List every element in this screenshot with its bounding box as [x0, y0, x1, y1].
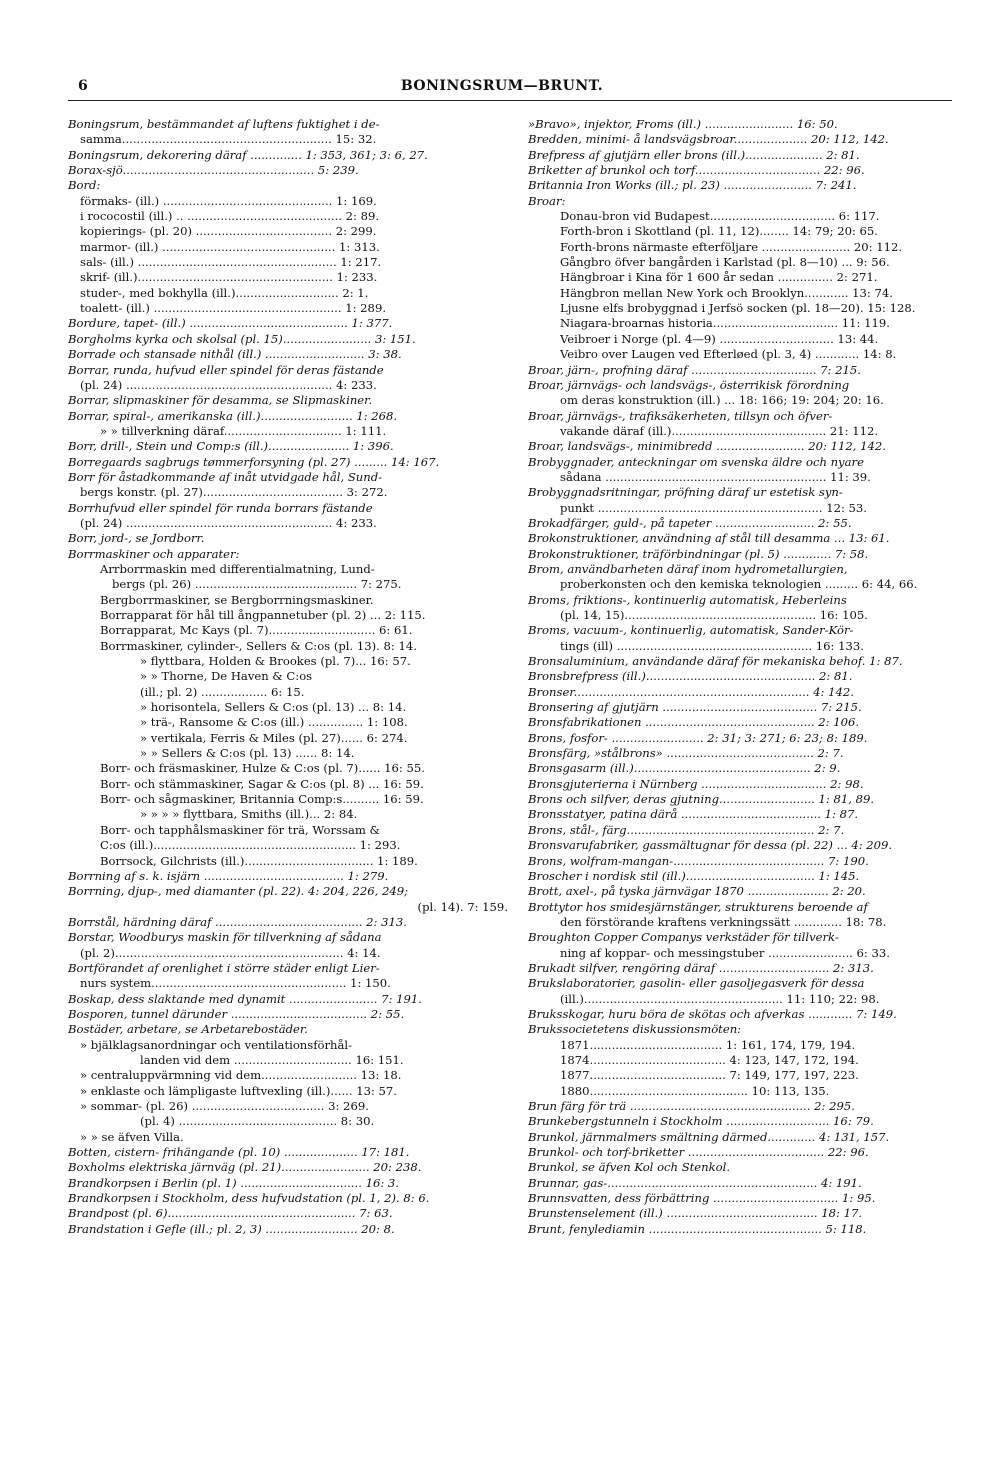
index-entry: den förstörande kraftens verkningssätt ............. 18: 78.: [560, 914, 887, 929]
index-entry: Borr- och sågmaskiner, Britannia Comp:s.......... 16: 59.: [100, 792, 424, 807]
index-entry: Brun färg för trä ................................................. 2: 295.: [528, 1099, 855, 1113]
index-entry: Bostäder, arbetare, se Arbetarebostäder.: [68, 1022, 308, 1037]
index-entry: Brons, fosfor- ......................... 2: 31; 3: 271; 6: 23; 8: 189.: [528, 730, 868, 745]
index-entry: i rococostil (ill.) .. .......................................... 2: 89.: [80, 209, 380, 224]
index-entry: (pl. 14, 15).................................................... 16: 105.: [560, 608, 868, 622]
index-entry: studer-, med bokhylla (ill.)............................ 2: 1.: [80, 285, 369, 300]
index-entry: » bjälklagsanordningar och ventilationsförhål-: [80, 1037, 353, 1052]
index-entry: förmaks- (ill.) .............................................. 1: 169.: [80, 193, 377, 208]
index-entry: vakande däraf (ill.).......................................... 21: 112.: [560, 423, 879, 438]
index-entry: Brandkorpsen i Berlin (pl. 1) ................................. 16: 3.: [68, 1175, 399, 1190]
index-entry: Brunstenselement (ill.) ......................................... 18: 17.: [528, 1206, 863, 1221]
index-entry: Brokadfärger, guld-, på tapeter ........................... 2: 55.: [528, 515, 852, 530]
index-entry: nurs system..................................................... 1: 150.: [80, 976, 391, 991]
index-entry: proberkonsten och den kemiska teknologien ......... 6: 44, 66.: [560, 577, 918, 592]
index-entry: Hängbron mellan New York och Brooklyn............ 13: 74.: [560, 285, 893, 300]
index-entry: (pl. 14). 7: 159.: [417, 899, 508, 914]
index-entry: Veibroer i Norge (pl. 4—9) ............................... 13: 44.: [560, 331, 879, 346]
index-entry: » » tillverkning däraf................................ 1: 111.: [100, 423, 387, 438]
index-entry: Broar, järnvägs- och landsvägs-, österrikisk förordning: [528, 377, 850, 392]
index-entry: Brefpress af gjutjärn eller brons (ill.)..................... 2: 81.: [528, 147, 860, 162]
index-entry: skrif- (ill.)..................................................... 1: 233.: [80, 270, 378, 285]
index-entry: Arrborrmaskin med differentialmatning, Lund-: [100, 561, 375, 576]
index-entry: Forth-bron i Skottland (pl. 11, 12)........ 14: 79; 20: 65.: [560, 224, 878, 239]
index-entry: Borgholms kyrka och skolsal (pl. 15)........................ 3: 151.: [68, 331, 416, 346]
index-entry: Broar, järn-, profning däraf .................................. 7: 215.: [528, 362, 861, 377]
index-entry: om deras konstruktion (ill.) ... 18: 166; 19: 204; 20: 16.: [560, 393, 884, 408]
page-number: 6: [78, 78, 88, 94]
index-entry: Brunkol, se äfven Kol och Stenkol.: [528, 1160, 731, 1175]
index-entry: Borr för åstadkommande af inåt utvidgade hål, Sund-: [68, 469, 383, 484]
index-entry: Brunkol, järnmalmers smältning därmed............. 4: 131, 157.: [528, 1129, 890, 1144]
index-entry: Borrmaskiner, cylinder-, Sellers & C:os (pl. 13). 8: 14.: [100, 638, 417, 653]
index-entry: Bronsering af gjutjärn .......................................... 7: 215.: [528, 700, 862, 715]
index-entry: Boningsrum, bestämmandet af luftens fuktighet i de-: [68, 117, 380, 131]
index-entry: Borregaards sagbrugs tømmerforsyning (pl. 27) ......... 14: 167.: [68, 454, 440, 469]
index-entry: Borrstål, härdning däraf ........................................ 2: 313.: [68, 914, 407, 929]
index-entry: Bord:: [68, 178, 101, 193]
index-entry: » » se äfven Villa.: [80, 1129, 184, 1144]
index-entry: Brunnsvatten, dess förbättring .................................. 1: 95.: [528, 1191, 876, 1206]
left-column: [68, 117, 508, 1237]
index-entry: Brom, användbarheten däraf inom hydrometallurgien,: [528, 561, 848, 576]
index-entry: Britannia Iron Works (ill.; pl. 23) ........................ 7: 241.: [528, 178, 857, 193]
index-entry: » » Sellers & C:os (pl. 13) ...... 8: 14.: [140, 746, 355, 761]
index-entry: kopierings- (pl. 20) ..................................... 2: 299.: [80, 224, 377, 239]
page-header: [66, 74, 938, 100]
index-entry: » » » » flyttbara, Smiths (ill.)... 2: 84.: [140, 807, 358, 822]
index-entry: Borrning, djup-, med diamanter (pl. 22). 4: 204, 226, 249;: [68, 884, 409, 899]
index-entry: Borrar, spiral-, amerikanska (ill.)......................... 1: 268.: [68, 408, 398, 423]
index-entry: » centraluppvärmning vid dem.......................... 13: 18.: [80, 1068, 402, 1083]
index-entry: bergs (pl. 26) ............................................ 7: 275.: [112, 577, 402, 592]
index-entry: Bronsstatyer, patina därå ...................................... 1: 87.: [528, 807, 859, 822]
index-entry: Brott, axel-, på tyska järnvägar 1870 ...................... 2: 20.: [528, 884, 866, 899]
index-entry: Brandstation i Gefle (ill.; pl. 2, 3) ......................... 20: 8.: [68, 1221, 395, 1236]
index-entry: Borr- och stämmaskiner, Sagar & C:os (pl. 8) ... 16: 59.: [100, 776, 424, 791]
index-entry: Brunkebergstunneln i Stockholm ............................ 16: 79.: [528, 1114, 874, 1129]
index-entry: (pl. 24) ........................................................ 4: 233.: [80, 515, 377, 530]
index-entry: Brobyggnader, anteckningar om svenska äldre och nyare: [528, 454, 864, 469]
index-entry: Broughton Copper Companys verkstäder för tillverk-: [528, 930, 839, 945]
index-entry: Brandkorpsen i Stockholm, dess hufvudstation (pl. 1, 2). 8: 6.: [68, 1191, 430, 1206]
index-entry: (pl. 2).............................................................. 4: 14.: [80, 945, 381, 960]
index-entry: Broar:: [528, 193, 566, 208]
index-entry: (pl. 4) ........................................... 8: 30.: [140, 1114, 375, 1129]
index-entry: Bronsfabrikationen .............................................. 2: 106.: [528, 715, 860, 730]
index-entry: C:os (ill.)....................................................... 1: 293.: [100, 838, 401, 853]
index-entry: Brunkol- och torf-briketter ..................................... 22: 96.: [528, 1145, 869, 1160]
index-entry: Veibro over Laugen ved Efterløed (pl. 3, 4) ............ 14: 8.: [560, 347, 897, 362]
index-entry: 1874..................................... 4: 123, 147, 172, 194.: [560, 1052, 859, 1067]
index-entry: Brobyggnadsritningar, pröfning däraf ur estetisk syn-: [528, 485, 843, 500]
index-entry: Borrning af s. k. isjärn ...................................... 1: 279.: [68, 868, 389, 883]
index-entry: Brons, stål-, färg................................................... 2: 7.: [528, 822, 845, 837]
index-entry: Niagara-broarnas historia.................................. 11: 119.: [560, 316, 890, 331]
index-entry: sals- (ill.) ...................................................... 1: 217.: [80, 255, 382, 270]
index-entry: Ljusne elfs brobyggnad i Jerfsö socken (pl. 18—20). 15: 128.: [560, 301, 916, 316]
index-entry: Borrar, runda, hufvud eller spindel för deras fästande: [68, 362, 384, 377]
index-entry: Bronsgasarm (ill.)................................................ 2: 9.: [528, 761, 841, 776]
index-entry: Brandpost (pl. 6)................................................... 7: 63.: [68, 1206, 393, 1221]
index-entry: Borr, drill-, Stein und Comp:s (ill.)...................... 1: 396.: [68, 439, 394, 454]
index-entry: Borrsock, Gilchrists (ill.)................................... 1: 189.: [100, 853, 418, 868]
index-entry: Broms, friktions-, kontinuerlig automatisk, Heberleins: [528, 592, 847, 607]
index-entry: Bronsfärg, »stålbrons» ........................................ 2: 7.: [528, 746, 844, 761]
index-entry: Borrade och stansade nithål (ill.) ........................... 3: 38.: [68, 347, 402, 362]
index-entry: Borr, jord-, se Jordborr.: [68, 531, 205, 546]
index-entry: punkt ............................................................. 12: 53.: [560, 500, 867, 515]
index-entry: ning af koppar- och messingstuber ....................... 6: 33.: [560, 945, 890, 960]
index-entry: Borax-sjö.................................................... 5: 239.: [68, 163, 359, 178]
index-entry: » flyttbara, Holden & Brookes (pl. 7)... 16: 57.: [140, 654, 411, 669]
index-entry: Borrhufvud eller spindel för runda borrars fästande: [68, 500, 373, 515]
index-entry: Borr- och tapphålsmaskiner för trä, Worssam &: [100, 822, 380, 837]
index-entry: Boskap, dess slaktande med dynamit ........................ 7: 191.: [68, 991, 422, 1006]
index-entry: Borrapparat, Mc Kays (pl. 7)............................. 6: 61.: [100, 623, 413, 638]
index-entry: » sommar- (pl. 26) .................................... 3: 269.: [80, 1099, 369, 1113]
right-column: [528, 117, 968, 1237]
index-entry: Brokonstruktioner, användning af stål till desamma ... 13: 61.: [528, 531, 890, 546]
index-entry: Broar, landsvägs-, minimibredd ........................ 20: 112, 142.: [528, 439, 886, 454]
index-entry: Bronsgjuterierna i Nürnberg .................................. 2: 98.: [528, 776, 864, 791]
index-entry: Borstar, Woodburys maskin för tillverkning af sådana: [68, 930, 382, 945]
index-entry: Bruksskogar, huru böra de skötas och afverkas ............ 7: 149.: [528, 1006, 897, 1021]
index-entry: Borrar, slipmaskiner för desamma, se Slipmaskiner.: [68, 393, 373, 408]
index-entry: » vertikala, Ferris & Miles (pl. 27)...... 6: 274.: [140, 730, 408, 745]
index-entry: samma......................................................... 15: 32.: [80, 132, 377, 147]
index-entry: Brunt, fenylediamin ............................................... 5: 118.: [528, 1221, 867, 1236]
index-entry: Bergborrmaskiner, se Bergborrningsmaskiner.: [100, 592, 374, 607]
index-entry: Boxholms elektriska järnväg (pl. 21)........................ 20: 238.: [68, 1160, 422, 1175]
index-entry: (ill.)...................................................... 11: 110; 22: 98.: [560, 991, 880, 1006]
index-entry: Brottytor hos smidesjärnstänger, strukturens beroende af: [528, 899, 868, 914]
index-entry: Brons och silfver, deras gjutning.......................... 1: 81, 89.: [528, 792, 875, 807]
index-entry: toalett- (ill.) ................................................... 1: 289.: [80, 301, 387, 316]
index-entry: Brukslaboratorier, gasolin- eller gasoljegasverk för dessa: [528, 976, 865, 991]
index-entry: Bronsaluminium, användande däraf för mekaniska behof. 1: 87.: [528, 654, 903, 669]
index-entry: Bortförandet af orenlighet i större städer enligt Lier-: [68, 960, 380, 975]
index-entry: 1880........................................... 10: 113, 135.: [560, 1083, 830, 1098]
index-entry: » trä-, Ransome & C:os (ill.) ............... 1: 108.: [140, 715, 408, 730]
index-entry: » horisontela, Sellers & C:os (pl. 13) ... 8: 14.: [140, 700, 407, 715]
index-entry: sådana ............................................................ 11: 39.: [560, 469, 871, 484]
page-title: BONINGSRUM—BRUNT.: [400, 78, 604, 94]
index-entry: bergs konstr. (pl. 27)...................................... 3: 272.: [80, 485, 388, 500]
index-entry: » » Thorne, De Haven & C:os: [140, 669, 313, 684]
index-entry: Brons, wolfram-mangan-......................................... 7: 190.: [528, 853, 869, 868]
index-entry: Brunnar, gas-......................................................... 4: 191.: [528, 1175, 862, 1190]
index-entry: Broscher i nordisk stil (ill.)................................... 1: 145.: [528, 868, 860, 883]
index-entry: (pl. 24) ........................................................ 4: 233.: [80, 377, 377, 392]
index-entry: Bronsvarufabriker, gassmältugnar för dessa (pl. 22) ... 4: 209.: [528, 838, 893, 853]
index-entry: Gångbro öfver bangården i Karlstad (pl. 8—10) ... 9: 56.: [560, 255, 890, 270]
index-entry: Botten, cistern- frihängande (pl. 10) .................... 17: 181.: [68, 1145, 410, 1160]
index-entry: »Bravo», injektor, Froms (ill.) ........................ 16: 50.: [528, 117, 838, 131]
index-entry: Brokonstruktioner, träförbindningar (pl. 5) ............. 7: 58.: [528, 546, 869, 561]
index-entry: 1871.................................... 1: 161, 174, 179, 194.: [560, 1037, 856, 1052]
index-entry: Hängbroar i Kina för 1 600 år sedan ............... 2: 271.: [560, 270, 878, 285]
index-entry: marmor- (ill.) ............................................... 1: 313.: [80, 239, 380, 254]
header-rule: [68, 100, 952, 101]
index-entry: Bordure, tapet- (ill.) ........................................... 1: 377.: [68, 316, 393, 331]
index-entry: Brukssocietetens diskussionsmöten:: [528, 1022, 742, 1037]
index-entry: Bredden, minimi- å landsvägsbroar.................... 20: 112, 142.: [528, 132, 889, 147]
index-entry: tings (ill) ..................................................... 16: 133.: [560, 638, 864, 653]
index-entry: Boningsrum, dekorering däraf .............. 1: 353, 361; 3: 6, 27.: [68, 147, 428, 162]
index-entry: landen vid dem ................................ 16: 151.: [140, 1052, 404, 1067]
index-entry: Brukadt silfver, rengöring däraf .............................. 2: 313.: [528, 960, 874, 975]
index-entry: Donau-bron vid Budapest.................................. 6: 117.: [560, 209, 880, 224]
index-entry: Bronser................................................................ 4: 142.: [528, 684, 854, 699]
index-entry: Bronsbrefpress (ill.).............................................. 2: 81.: [528, 669, 853, 684]
index-entry: Broar, järnvägs-, trafiksäkerheten, tillsyn och öfver-: [528, 408, 833, 423]
index-entry: » enklaste och lämpligaste luftvexling (ill.)...... 13: 57.: [80, 1083, 397, 1098]
index-entry: Borrapparat för hål till ångpannetuber (pl. 2) ... 2: 115.: [100, 608, 426, 622]
index-entry: (ill.; pl. 2) .................. 6: 15.: [140, 684, 305, 699]
index-entry: 1877..................................... 7: 149, 177, 197, 223.: [560, 1068, 859, 1083]
index-entry: Borr- och fräsmaskiner, Hulze & C:os (pl. 7)...... 16: 55.: [100, 761, 425, 776]
index-entry: Borrmaskiner och apparater:: [68, 546, 240, 561]
index-entry: Forth-brons närmaste efterföljare ........................ 20: 112.: [560, 239, 903, 254]
index-entry: Bosporen, tunnel därunder ..................................... 2: 55.: [68, 1006, 405, 1021]
index-entry: Broms, vacuum-, kontinuerlig, automatisk, Sander-Kör-: [528, 623, 854, 638]
index-entry: Briketter af brunkol och torf.................................. 22: 96.: [528, 163, 865, 178]
